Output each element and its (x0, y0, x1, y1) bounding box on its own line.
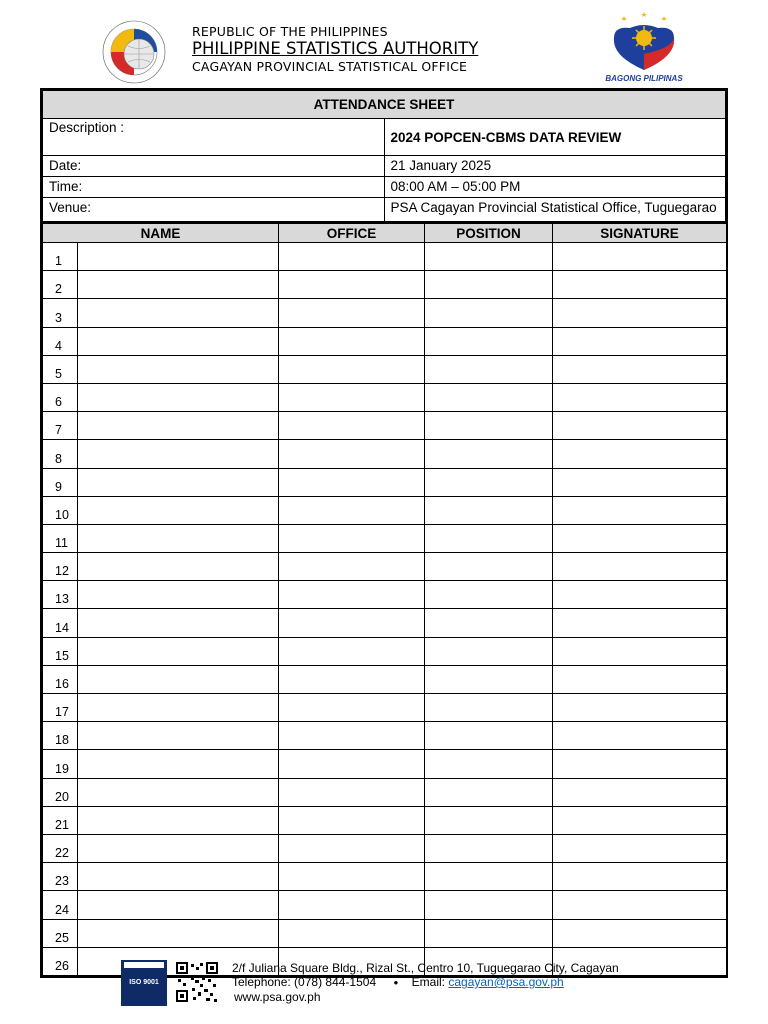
name-cell[interactable] (78, 440, 279, 468)
row-number-cell: 10 (43, 496, 78, 524)
position-cell[interactable] (425, 722, 553, 750)
signature-cell[interactable] (553, 355, 727, 383)
table-row (43, 637, 727, 665)
row-number-cell: 2 (43, 271, 78, 299)
row-number-cell: 12 (43, 553, 78, 581)
signature-cell[interactable] (553, 468, 727, 496)
office-cell[interactable] (279, 468, 425, 496)
signature-cell[interactable] (553, 694, 727, 722)
signature-cell[interactable] (553, 553, 727, 581)
name-cell[interactable] (78, 468, 279, 496)
office-cell[interactable] (279, 806, 425, 834)
table-row (43, 524, 727, 552)
signature-cell[interactable] (553, 665, 727, 693)
column-header-signature: SIGNATURE (553, 224, 727, 243)
signature-cell[interactable] (553, 271, 727, 299)
office-cell[interactable] (279, 299, 425, 327)
name-cell[interactable] (78, 609, 279, 637)
row-number-cell: 22 (43, 834, 78, 862)
table-row (43, 355, 727, 383)
table-row (43, 750, 727, 778)
footer-email-label: Email: (411, 975, 445, 989)
table-row (43, 919, 727, 947)
signature-cell[interactable] (553, 496, 727, 524)
position-cell[interactable] (425, 327, 553, 355)
table-row (43, 778, 727, 806)
signature-cell[interactable] (553, 863, 727, 891)
name-cell[interactable] (78, 750, 279, 778)
office-cell[interactable] (279, 440, 425, 468)
position-cell[interactable] (425, 919, 553, 947)
header-republic: REPUBLIC OF THE PHILIPPINES (192, 24, 388, 39)
date-value: 21 January 2025 (384, 156, 726, 177)
row-number-cell: 7 (43, 412, 78, 440)
position-cell[interactable] (425, 355, 553, 383)
footer-telephone: Telephone: (078) 844-1504 (232, 975, 377, 989)
row-number-cell: 16 (43, 665, 78, 693)
name-cell[interactable] (78, 863, 279, 891)
row-number-cell: 9 (43, 468, 78, 496)
row-number-cell: 18 (43, 722, 78, 750)
row-number-cell: 8 (43, 440, 78, 468)
signature-cell[interactable] (553, 722, 727, 750)
name-cell[interactable] (78, 694, 279, 722)
position-cell[interactable] (425, 665, 553, 693)
table-row (43, 863, 727, 891)
office-cell[interactable] (279, 863, 425, 891)
row-number-cell: 11 (43, 524, 78, 552)
row-number-cell: 25 (43, 919, 78, 947)
footer-contact-line (232, 975, 619, 990)
name-cell[interactable] (78, 665, 279, 693)
office-cell[interactable] (279, 609, 425, 637)
position-cell[interactable] (425, 553, 553, 581)
qr-code-icon (176, 962, 218, 1002)
row-number-cell: 13 (43, 581, 78, 609)
position-cell[interactable] (425, 581, 553, 609)
office-cell[interactable] (279, 665, 425, 693)
office-cell[interactable] (279, 355, 425, 383)
row-number-cell: 20 (43, 778, 78, 806)
row-number-cell: 6 (43, 383, 78, 411)
office-cell[interactable] (279, 383, 425, 411)
position-cell[interactable] (425, 806, 553, 834)
position-cell[interactable] (425, 383, 553, 411)
header-agency: PHILIPPINE STATISTICS AUTHORITY (192, 39, 479, 58)
position-cell[interactable] (425, 891, 553, 919)
psa-logo (96, 18, 172, 86)
signature-cell[interactable] (553, 637, 727, 665)
table-row (43, 665, 727, 693)
office-cell[interactable] (279, 722, 425, 750)
date-label: Date: (43, 156, 385, 177)
table-row (43, 327, 727, 355)
name-cell[interactable] (78, 327, 279, 355)
footer-address: 2/f Juliana Square Bldg., Rizal St., Centro 10, Tuguegarao City, Cagayan (232, 961, 619, 975)
header-block (192, 24, 478, 74)
row-number-cell: 1 (43, 243, 78, 271)
position-cell[interactable] (425, 271, 553, 299)
name-cell[interactable] (78, 778, 279, 806)
venue-value: PSA Cagayan Provincial Statistical Office, Tuguegarao (384, 198, 726, 239)
name-cell[interactable] (78, 637, 279, 665)
sheet-title: ATTENDANCE SHEET (43, 91, 726, 119)
position-cell[interactable] (425, 694, 553, 722)
position-cell[interactable] (425, 468, 553, 496)
row-number-cell: 5 (43, 355, 78, 383)
signature-cell[interactable] (553, 778, 727, 806)
column-header-name: NAME (43, 224, 279, 243)
row-number-cell: 19 (43, 750, 78, 778)
signature-cell[interactable] (553, 891, 727, 919)
position-cell[interactable] (425, 440, 553, 468)
position-cell[interactable] (425, 637, 553, 665)
name-cell[interactable] (78, 834, 279, 862)
position-cell[interactable] (425, 243, 553, 271)
name-cell[interactable] (78, 271, 279, 299)
name-cell[interactable] (78, 919, 279, 947)
signature-cell[interactable] (553, 919, 727, 947)
office-cell[interactable] (279, 891, 425, 919)
name-cell[interactable] (78, 806, 279, 834)
footer-website: www.psa.gov.ph (234, 989, 321, 1004)
office-cell[interactable] (279, 412, 425, 440)
office-cell[interactable] (279, 581, 425, 609)
table-row (43, 694, 727, 722)
header-office: CAGAYAN PROVINCIAL STATISTICAL OFFICE (192, 59, 468, 74)
office-cell[interactable] (279, 553, 425, 581)
name-cell[interactable] (78, 581, 279, 609)
office-cell[interactable] (279, 694, 425, 722)
table-row (43, 834, 727, 862)
table-row (43, 468, 727, 496)
row-number-cell: 26 (43, 947, 78, 975)
name-cell[interactable] (78, 496, 279, 524)
column-header-position: POSITION (425, 224, 553, 243)
office-cell[interactable] (279, 750, 425, 778)
signature-cell[interactable] (553, 299, 727, 327)
description-label: Description : (43, 119, 385, 156)
office-cell[interactable] (279, 243, 425, 271)
table-row (43, 891, 727, 919)
venue-label: Venue: (43, 198, 385, 239)
time-label: Time: (43, 177, 385, 198)
table-row (43, 722, 727, 750)
signature-cell[interactable] (553, 609, 727, 637)
footer-email-link[interactable]: cagayan@psa.gov.ph (448, 975, 564, 989)
bagong-pilipinas-logo (602, 12, 686, 86)
row-number-cell: 15 (43, 637, 78, 665)
description-value: 2024 POPCEN-CBMS DATA REVIEW (384, 119, 726, 156)
table-row (43, 496, 727, 524)
position-cell[interactable] (425, 412, 553, 440)
signature-cell[interactable] (553, 412, 727, 440)
signature-cell[interactable] (553, 806, 727, 834)
office-cell[interactable] (279, 496, 425, 524)
info-table (40, 88, 728, 241)
name-cell[interactable] (78, 891, 279, 919)
position-cell[interactable] (425, 496, 553, 524)
signature-cell[interactable] (553, 524, 727, 552)
name-cell[interactable] (78, 553, 279, 581)
table-row (43, 271, 727, 299)
row-number-cell: 4 (43, 327, 78, 355)
table-row (43, 440, 727, 468)
row-number-cell: 17 (43, 694, 78, 722)
signature-cell[interactable] (553, 383, 727, 411)
office-cell[interactable] (279, 524, 425, 552)
signature-cell[interactable] (553, 581, 727, 609)
table-row (43, 553, 727, 581)
signature-cell[interactable] (553, 243, 727, 271)
name-cell[interactable] (78, 412, 279, 440)
position-cell[interactable] (425, 299, 553, 327)
office-cell[interactable] (279, 834, 425, 862)
bagong-pilipinas-text: BAGONG PILIPINAS (605, 74, 683, 83)
table-row (43, 243, 727, 271)
row-number-cell: 24 (43, 891, 78, 919)
name-cell[interactable] (78, 722, 279, 750)
row-number-cell: 23 (43, 863, 78, 891)
row-number-cell: 14 (43, 609, 78, 637)
name-cell[interactable] (78, 243, 279, 271)
office-cell[interactable] (279, 919, 425, 947)
position-cell[interactable] (425, 863, 553, 891)
signature-cell[interactable] (553, 440, 727, 468)
footer-contact (232, 961, 619, 1004)
position-cell[interactable] (425, 609, 553, 637)
name-cell[interactable] (78, 355, 279, 383)
iso-label: ISO 9001 (129, 979, 159, 986)
office-cell[interactable] (279, 271, 425, 299)
table-row (43, 609, 727, 637)
office-cell[interactable] (279, 637, 425, 665)
name-cell[interactable] (78, 524, 279, 552)
name-cell[interactable] (78, 383, 279, 411)
table-row (43, 412, 727, 440)
position-cell[interactable] (425, 524, 553, 552)
signature-cell[interactable] (553, 834, 727, 862)
column-header-office: OFFICE (279, 224, 425, 243)
signature-cell[interactable] (553, 327, 727, 355)
office-cell[interactable] (279, 778, 425, 806)
table-row (43, 581, 727, 609)
signature-cell[interactable] (553, 750, 727, 778)
office-cell[interactable] (279, 327, 425, 355)
iso-certification-badge (121, 960, 167, 1006)
footer-bullet: ● (393, 977, 399, 987)
time-value: 08:00 AM – 05:00 PM (384, 177, 726, 198)
position-cell[interactable] (425, 778, 553, 806)
table-row (43, 806, 727, 834)
row-number-cell: 3 (43, 299, 78, 327)
row-number-cell: 21 (43, 806, 78, 834)
position-cell[interactable] (425, 750, 553, 778)
table-row (43, 299, 727, 327)
name-cell[interactable] (78, 299, 279, 327)
table-row (43, 383, 727, 411)
attendance-table (40, 221, 728, 978)
position-cell[interactable] (425, 834, 553, 862)
